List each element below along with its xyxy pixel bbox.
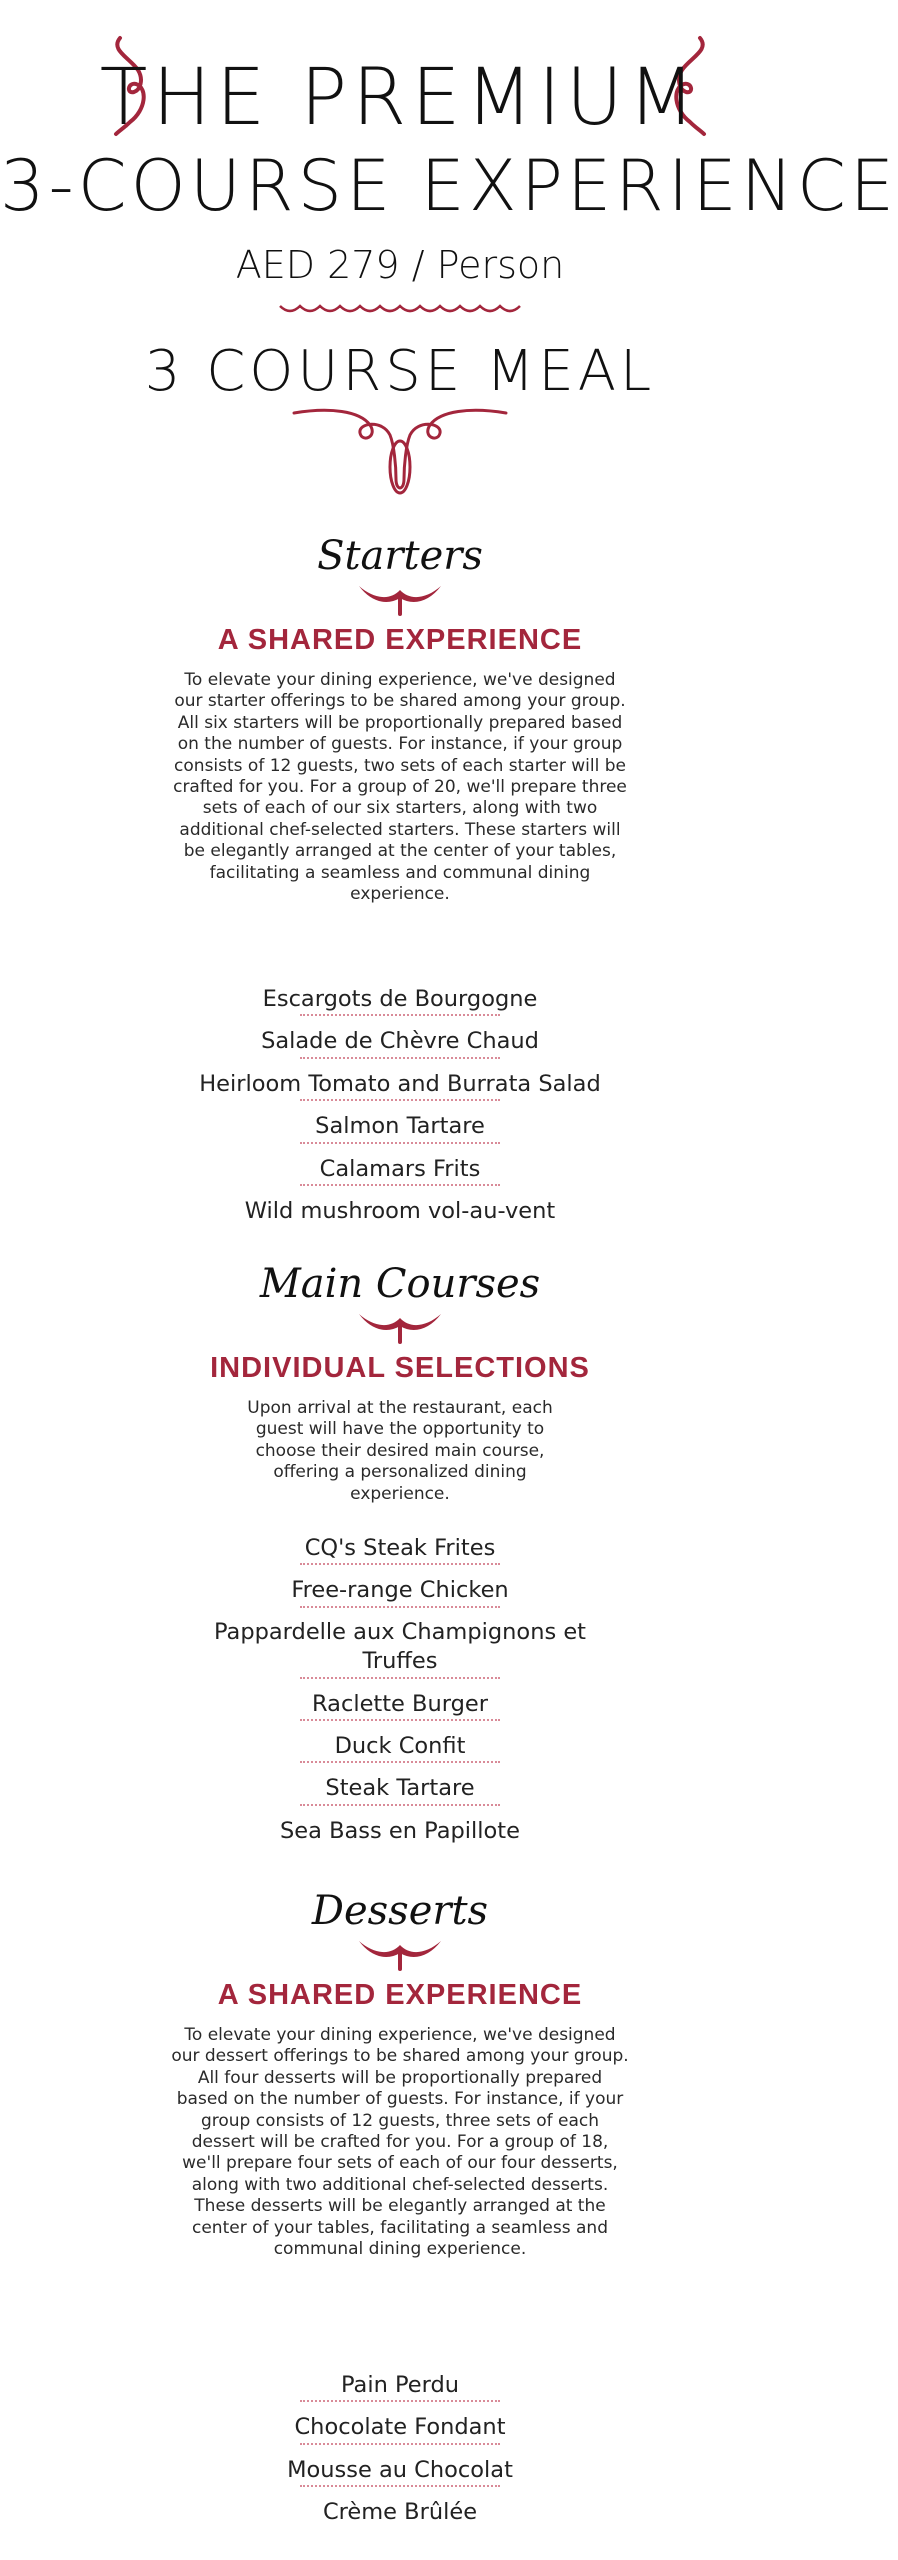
menu-item: [0, 1731, 800, 1773]
menu-item: [0, 1773, 800, 1815]
title-line-2: 3-COURSE EXPERIENCE: [0, 145, 898, 227]
menu-item: [0, 2497, 800, 2539]
menu-item-name: Pappardelle aux Champignons et Truffes: [213, 1618, 586, 1674]
mains-list: [0, 1533, 800, 1858]
menu-item: [0, 1069, 800, 1111]
starters-list: [0, 984, 800, 1238]
mains-divider-icon: [355, 1308, 445, 1344]
dotted-separator: [300, 2485, 500, 2487]
dotted-separator: [300, 1606, 500, 1608]
wave-underline-icon: [278, 298, 522, 318]
dotted-separator: [300, 2443, 500, 2445]
desserts-subheading: A SHARED EXPERIENCE: [217, 1979, 583, 2011]
menu-item: [0, 1533, 800, 1575]
menu-item-name: Duck Confit: [334, 1733, 466, 1760]
menu-item-name: Free-range Chicken: [291, 1577, 509, 1604]
menu-item: [0, 1111, 800, 1153]
course-meal-label: 3 COURSE MEAL: [144, 339, 656, 404]
desserts-divider-icon: [355, 1935, 445, 1971]
menu-item: [0, 2370, 800, 2412]
menu-item: [0, 1026, 800, 1068]
starters-heading: Starters: [317, 533, 483, 579]
menu-item: [0, 1689, 800, 1731]
dotted-separator: [300, 1014, 500, 1016]
menu-item-name: Wild mushroom vol-au-vent: [244, 1197, 556, 1224]
menu-item-name: Pain Perdu: [340, 2372, 459, 2398]
mains-subheading: INDIVIDUAL SELECTIONS: [210, 1352, 590, 1384]
dotted-separator: [300, 1057, 500, 1059]
dotted-separator: [300, 1761, 500, 1763]
dotted-separator: [300, 1719, 500, 1721]
scroll-flourish-icon: [290, 405, 510, 495]
dotted-separator: [300, 1142, 500, 1144]
menu-item: [0, 2412, 800, 2454]
menu-item-name: Salmon Tartare: [315, 1113, 485, 1140]
menu-item-name: CQ's Steak Frites: [304, 1535, 496, 1561]
menu-item: [0, 1618, 800, 1689]
menu-item-name: Crème Brûlée: [322, 2498, 478, 2525]
menu-item-name: Steak Tartare: [325, 1775, 475, 1802]
menu-item-name: Mousse au Chocolat: [287, 2456, 513, 2483]
dotted-separator: [300, 1184, 500, 1186]
desserts-list: [0, 2370, 800, 2539]
starters-description: To elevate your dining experience, we've designed our starter offerings to be shared among your group. All six starters will be proportionally prepared based on the number of guests. For instance, if your group consists of 12 guests, two sets of each starter will be crafted for you. For a group of 20, we'll prepare three sets of each of our six starters, along with two additional chef-selected starters. These starters will be elegantly arranged at the center of your tables, facilitating a seamless and communal dining experience.: [173, 670, 627, 905]
price-per-person: AED 279 / Person: [235, 243, 565, 287]
menu-item-name: Calamars Frits: [319, 1155, 481, 1182]
menu-item: [0, 2455, 800, 2497]
mains-heading: Main Courses: [259, 1261, 541, 1307]
menu-item-name: Escargots de Bourgogne: [262, 986, 538, 1012]
menu-item: [0, 1575, 800, 1617]
dotted-separator: [300, 2400, 500, 2402]
title-line-1: THE PREMIUM: [99, 53, 701, 143]
starters-divider-icon: [355, 580, 445, 616]
dotted-separator: [300, 1804, 500, 1806]
menu-item-name: Sea Bass en Papillote: [280, 1817, 520, 1844]
menu-item: [0, 984, 800, 1026]
dotted-separator: [300, 1099, 500, 1101]
desserts-description: To elevate your dining experience, we've designed our dessert offerings to be shared among your group. All four desserts will be proportionally prepared based on the number of guests. For instance, if your group consists of 12 guests, three sets of each dessert will be crafted for you. For a group of 18, we'll prepare four sets of each of our four desserts, along with two additional chef-selected desserts. These desserts will be elegantly arranged at the center of your tables, facilitating a seamless and communal dining experience.: [171, 2025, 629, 2260]
mains-description: Upon arrival at the restaurant, each guest will have the opportunity to choose their desired main course, offering a personalized dining experience.: [247, 1398, 553, 1504]
menu-item: [0, 1196, 800, 1238]
menu-item: [0, 1816, 800, 1858]
menu-item-name: Heirloom Tomato and Burrata Salad: [199, 1070, 601, 1097]
menu-item-name: Salade de Chèvre Chaud: [261, 1028, 539, 1055]
starters-subheading: A SHARED EXPERIENCE: [217, 624, 583, 656]
menu-item: [0, 1154, 800, 1196]
desserts-heading: Desserts: [311, 1888, 489, 1934]
menu-item-name: Raclette Burger: [312, 1690, 488, 1717]
dotted-separator: [300, 1677, 500, 1679]
dotted-separator: [300, 1563, 500, 1565]
menu-item-name: Chocolate Fondant: [294, 2414, 506, 2441]
